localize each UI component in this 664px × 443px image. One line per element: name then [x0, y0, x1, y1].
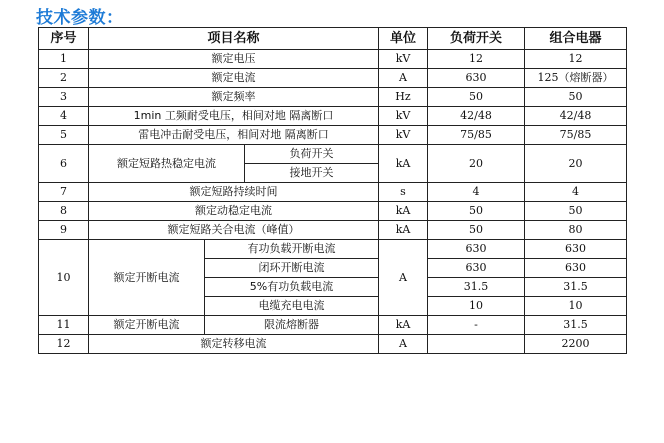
row-unit: kA — [379, 316, 428, 335]
row-load-switch-value: 20 — [428, 145, 525, 183]
row-seq: 6 — [39, 145, 89, 183]
row-load-switch-value: 50 — [428, 202, 525, 221]
row-seq: 4 — [39, 107, 89, 126]
row-unit: kV — [379, 50, 428, 69]
row-name: 额定频率 — [89, 88, 379, 107]
row-name: 额定短路热稳定电流 — [89, 145, 245, 183]
row-load-switch-value: 42/48 — [428, 107, 525, 126]
table-row — [39, 126, 627, 145]
row-load-switch-value: 630 — [428, 69, 525, 88]
table-row — [39, 88, 627, 107]
row-sub-name: 接地开关 — [245, 164, 379, 183]
table-row — [39, 240, 627, 259]
row-load-switch-value: 630 — [428, 259, 525, 278]
row-load-switch-value: 50 — [428, 221, 525, 240]
table-row — [39, 50, 627, 69]
header-unit: 单位 — [379, 28, 428, 50]
row-unit: s — [379, 183, 428, 202]
header-combo: 组合电器 — [525, 28, 627, 50]
row-seq: 9 — [39, 221, 89, 240]
row-sub-name: 电缆充电电流 — [205, 297, 379, 316]
row-combo-value: 630 — [525, 259, 627, 278]
row-combo-value: 75/85 — [525, 126, 627, 145]
table-row — [39, 335, 627, 354]
row-load-switch-value: 75/85 — [428, 126, 525, 145]
row-unit: kV — [379, 107, 428, 126]
row-load-switch-value — [428, 335, 525, 354]
row-unit: kA — [379, 145, 428, 183]
table-row — [39, 183, 627, 202]
row-load-switch-value: - — [428, 316, 525, 335]
row-combo-value: 50 — [525, 202, 627, 221]
row-name: 额定开断电流 — [89, 240, 205, 316]
row-unit: kA — [379, 221, 428, 240]
row-name: 额定动稳定电流 — [89, 202, 379, 221]
row-combo-value: 10 — [525, 297, 627, 316]
row-load-switch-value: 4 — [428, 183, 525, 202]
row-load-switch-value: 630 — [428, 240, 525, 259]
table-row — [39, 145, 627, 164]
row-seq: 1 — [39, 50, 89, 69]
spec-table — [38, 27, 627, 354]
row-name: 额定电压 — [89, 50, 379, 69]
row-combo-value: 2200 — [525, 335, 627, 354]
row-seq: 12 — [39, 335, 89, 354]
section-title: 技术参数： — [36, 8, 124, 28]
row-combo-value: 125（熔断器） — [525, 69, 627, 88]
table-row — [39, 221, 627, 240]
row-sub-name: 闭环开断电流 — [205, 259, 379, 278]
row-unit: Hz — [379, 88, 428, 107]
row-unit: A — [379, 240, 428, 316]
row-unit: kA — [379, 202, 428, 221]
row-seq: 3 — [39, 88, 89, 107]
row-name: 雷电冲击耐受电压，相间对地 隔离断口 — [89, 126, 379, 145]
row-seq: 7 — [39, 183, 89, 202]
table-row — [39, 69, 627, 88]
row-seq: 10 — [39, 240, 89, 316]
row-combo-value: 20 — [525, 145, 627, 183]
header-load-switch: 负荷开关 — [428, 28, 525, 50]
row-seq: 11 — [39, 316, 89, 335]
row-name: 额定短路持续时间 — [89, 183, 379, 202]
row-name: 额定开断电流 — [89, 316, 205, 335]
table-row — [39, 107, 627, 126]
row-unit: kV — [379, 126, 428, 145]
header-seq: 序号 — [39, 28, 89, 50]
row-combo-value: 31.5 — [525, 278, 627, 297]
row-combo-value: 31.5 — [525, 316, 627, 335]
row-combo-value: 630 — [525, 240, 627, 259]
row-combo-value: 80 — [525, 221, 627, 240]
row-combo-value: 4 — [525, 183, 627, 202]
row-name: 1min 工频耐受电压，相间对地 隔离断口 — [89, 107, 379, 126]
row-seq: 8 — [39, 202, 89, 221]
row-load-switch-value: 10 — [428, 297, 525, 316]
row-combo-value: 42/48 — [525, 107, 627, 126]
row-combo-value: 50 — [525, 88, 627, 107]
row-load-switch-value: 12 — [428, 50, 525, 69]
row-sub-name: 5%有功负载电流 — [205, 278, 379, 297]
row-load-switch-value: 31.5 — [428, 278, 525, 297]
row-seq: 5 — [39, 126, 89, 145]
row-load-switch-value: 50 — [428, 88, 525, 107]
table-row — [39, 316, 627, 335]
row-combo-value: 12 — [525, 50, 627, 69]
header-name: 项目名称 — [89, 28, 379, 50]
row-name: 额定短路关合电流（峰值） — [89, 221, 379, 240]
row-unit: A — [379, 335, 428, 354]
row-sub-name: 有功负载开断电流 — [205, 240, 379, 259]
row-sub-name: 限流熔断器 — [205, 316, 379, 335]
row-seq: 2 — [39, 69, 89, 88]
table-row — [39, 202, 627, 221]
row-unit: A — [379, 69, 428, 88]
row-sub-name: 负荷开关 — [245, 145, 379, 164]
row-name: 额定转移电流 — [89, 335, 379, 354]
row-name: 额定电流 — [89, 69, 379, 88]
table-header-row — [39, 28, 627, 50]
